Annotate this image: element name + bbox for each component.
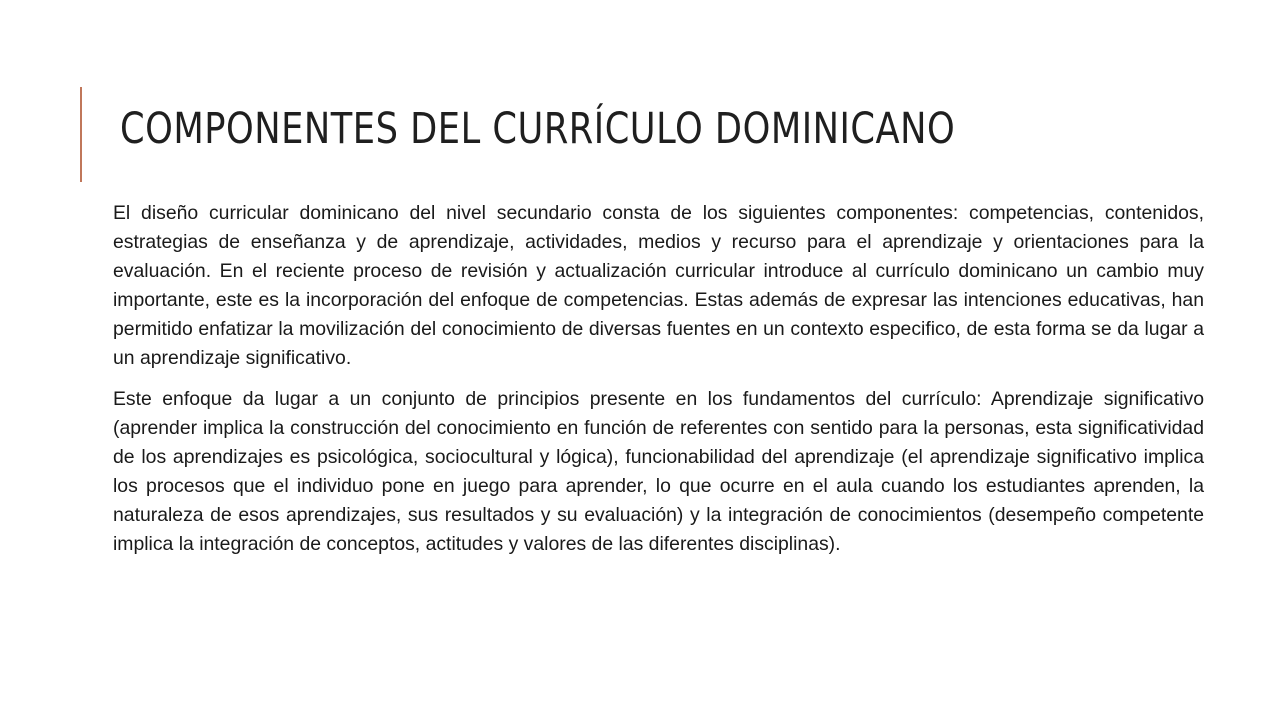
title-accent-bar [80, 87, 82, 182]
slide-body [113, 199, 1204, 571]
body-paragraph-1: El diseño curricular dominicano del nivel secundario consta de los siguientes componentes: competencias, contenidos, estrategias de enseñanza y de aprendizaje, actividades, medios y recurso para el aprendizaje y orientaciones para la evaluación. En el reciente proceso de revisión y actualización curricular introduce al currículo dominicano un cambio muy importante, este es la incorporación del enfoque de competencias. Estas además de expresar las intenciones educativas, han permitido enfatizar la movilización del conocimiento de diversas fuentes en un contexto especifico, de esta forma se da lugar a un aprendizaje significativo. [113, 202, 1204, 369]
body-paragraph-2: Este enfoque da lugar a un conjunto de principios presente en los fundamentos del currículo: Aprendizaje significativo (aprender implica la construcción del conocimiento en función de referentes con sentido para la personas, esta significatividad de los aprendizajes es psicológica, sociocultural y lógica), funcionabilidad del aprendizaje (el aprendizaje significativo implica los procesos que el individuo pone en juego para aprender, lo que ocurre en el aula cuando los estudiantes aprenden, la naturaleza de esos aprendizajes, sus resultados y su evaluación) y la integración de conocimientos (desempeño competente implica la integración de conceptos, actitudes y valores de las diferentes disciplinas). [113, 388, 1204, 555]
slide-title: COMPONENTES DEL CURRÍCULO DOMINICANO [120, 104, 956, 154]
